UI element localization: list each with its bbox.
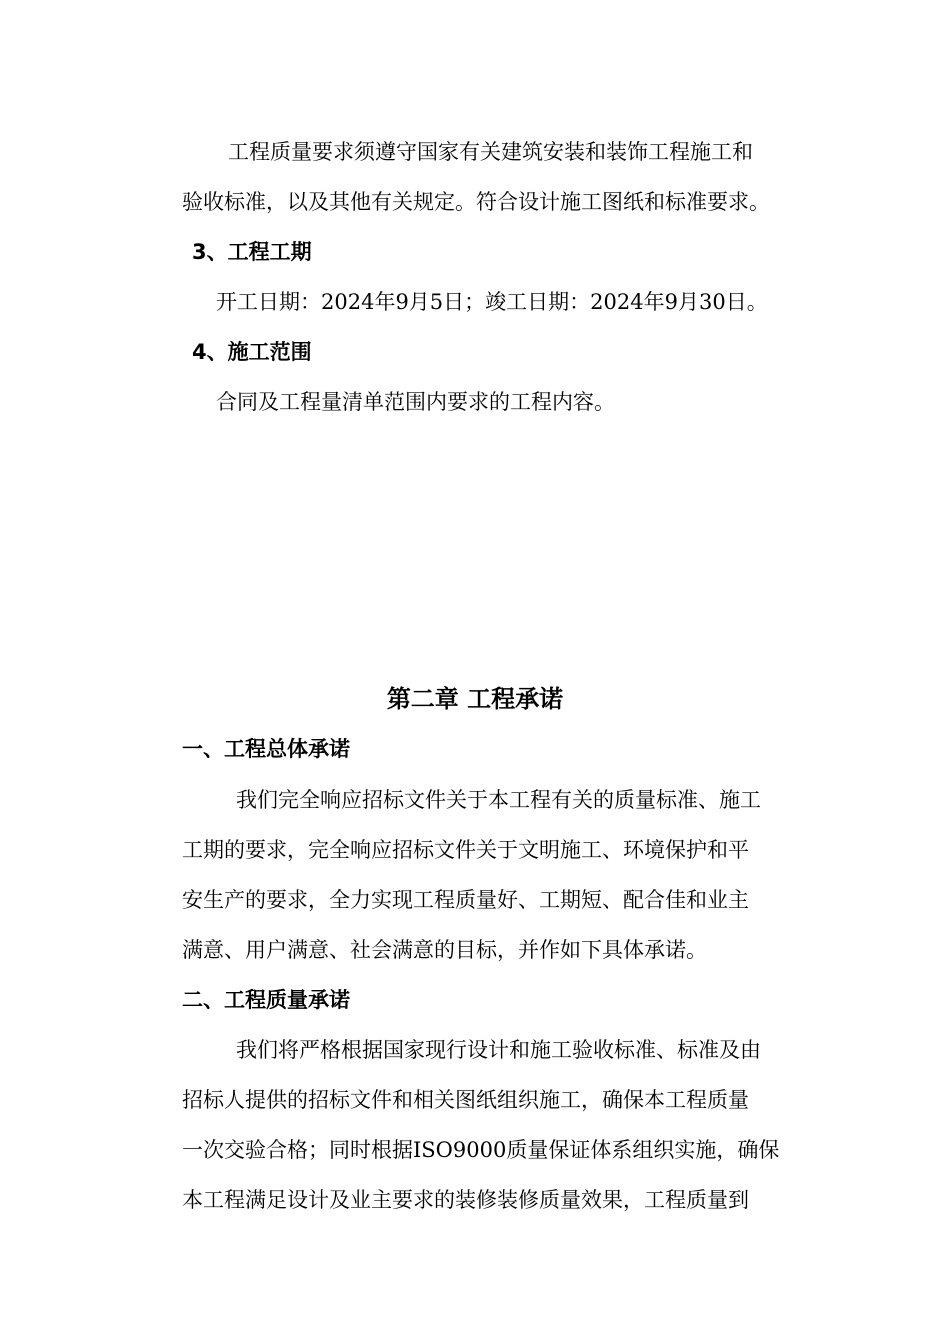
- paragraph-quality-commitment-line-1: 我们将严格根据国家现行设计和施工验收标准、标准及由: [236, 1038, 761, 1062]
- paragraph-quality-commitment-line-3: 一次交验合格；同时根据ISO9000质量保证体系组织实施，确保: [182, 1138, 780, 1162]
- chapter-title: 第二章 工程承诺: [386, 685, 564, 713]
- heading-quality-commitment: 二、工程质量承诺: [182, 988, 350, 1012]
- paragraph-overall-line-1: 我们完全响应招标文件关于本工程有关的质量标准、施工: [236, 788, 761, 812]
- paragraph-overall-line-3: 安生产的要求，全力实现工程质量好、工期短、配合佳和业主: [182, 888, 749, 912]
- paragraph-overall-line-2: 工期的要求，完全响应招标文件关于文明施工、环境保护和平: [182, 838, 749, 862]
- heading-construction-scope: 4、施工范围: [192, 340, 312, 364]
- paragraph-quality-commitment-line-2: 招标人提供的招标文件和相关图纸组织施工，确保本工程质量: [182, 1088, 749, 1112]
- paragraph-quality-line-1: 工程质量要求须遵守国家有关建筑安装和装饰工程施工和: [228, 140, 753, 164]
- paragraph-dates: 开工日期：2024年9月5日；竣工日期：2024年9月30日。: [216, 290, 768, 314]
- paragraph-overall-line-4: 满意、用户满意、社会满意的目标，并作如下具体承诺。: [182, 938, 707, 962]
- paragraph-quality-commitment-line-4: 本工程满足设计及业主要求的装修装修质量效果，工程质量到: [182, 1188, 749, 1212]
- heading-overall-commitment: 一、工程总体承诺: [182, 737, 350, 761]
- paragraph-quality-line-2: 验收标准，以及其他有关规定。符合设计施工图纸和标准要求。: [182, 190, 770, 214]
- heading-project-duration: 3、工程工期: [192, 240, 312, 264]
- paragraph-scope: 合同及工程量清单范围内要求的工程内容。: [216, 390, 615, 414]
